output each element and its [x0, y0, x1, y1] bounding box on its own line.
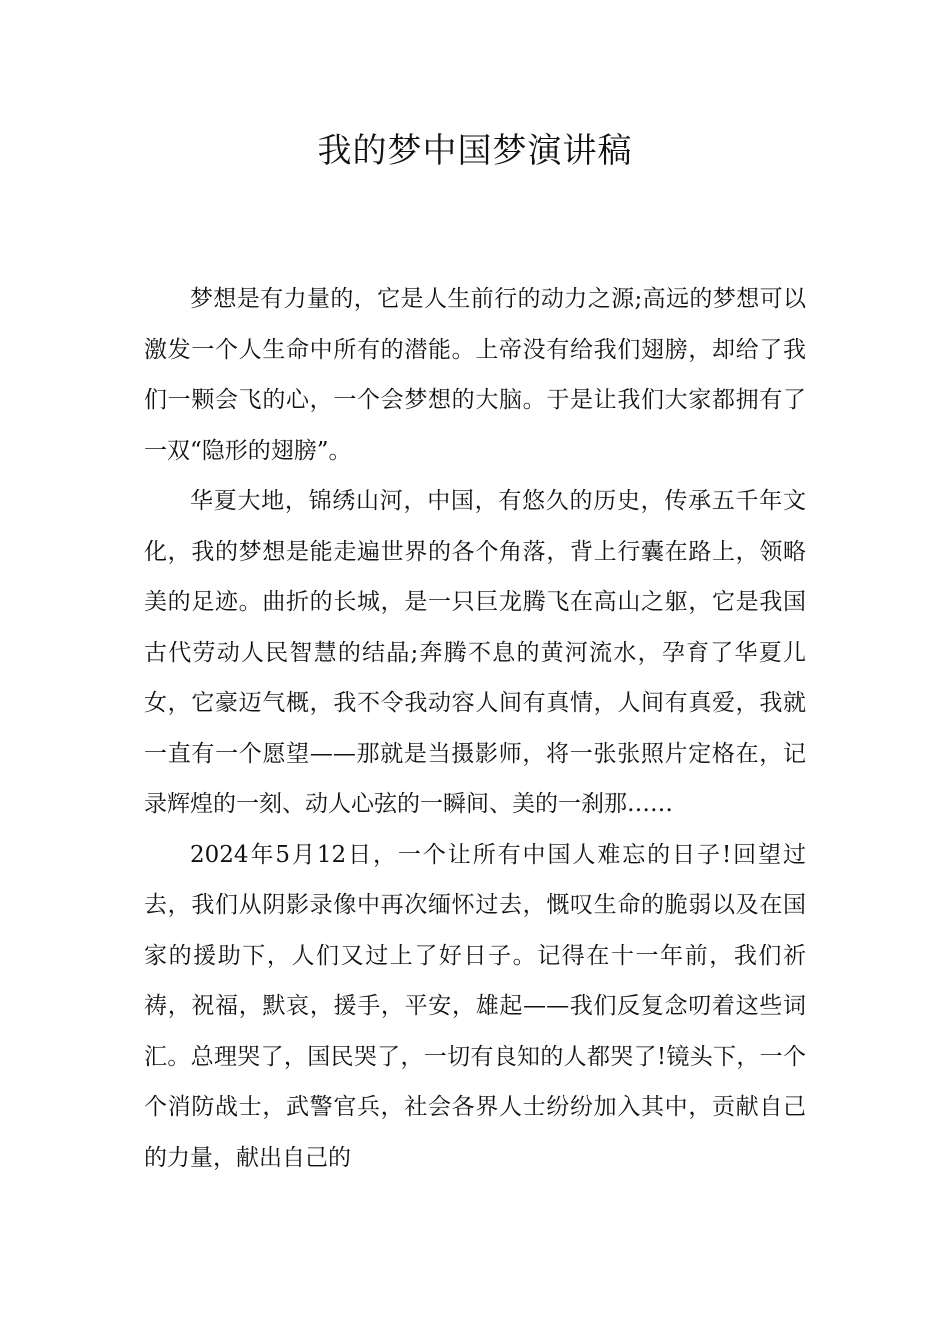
document-body	[144, 274, 806, 1183]
paragraph-2: 华夏大地，锦绣山河，中国，有悠久的历史，传承五千年文化，我的梦想是能走遍世界的各个角落，背上行囊在路上，领略美的足迹。曲折的长城，是一只巨龙腾飞在高山之躯，它是我国古代劳动人民智慧的结晶;奔腾不息的黄河流水，孕育了华夏儿女，它豪迈气概，我不令我动容人间有真情，人间有真爱，我就一直有一个愿望——那就是当摄影师，将一张张照片定格在，记录辉煌的一刻、动人心弦的一瞬间、美的一刹那……	[144, 488, 806, 817]
document-title: 我的梦中国梦演讲稿	[317, 131, 633, 171]
paragraph-3: 2024年5月12日，一个让所有中国人难忘的日子!回望过去，我们从阴影录像中再次缅怀过去，慨叹生命的脆弱以及在国家的援助下，人们又过上了好日子。记得在十一年前，我们祈祷，祝福，默哀，援手，平安，雄起——我们反复念叨着这些词汇。总理哭了，国民哭了，一切有良知的人都哭了!镜头下，一个个消防战士，武警官兵，社会各界人士纷纷加入其中，贡献自己的力量，献出自己的	[144, 841, 806, 1171]
paragraph-1: 梦想是有力量的，它是人生前行的动力之源;高远的梦想可以激发一个人生命中所有的潜能。上帝没有给我们翅膀，却给了我们一颗会飞的心，一个会梦想的大脑。于是让我们大家都拥有了一双“隐形的翅膀”。	[144, 286, 806, 464]
